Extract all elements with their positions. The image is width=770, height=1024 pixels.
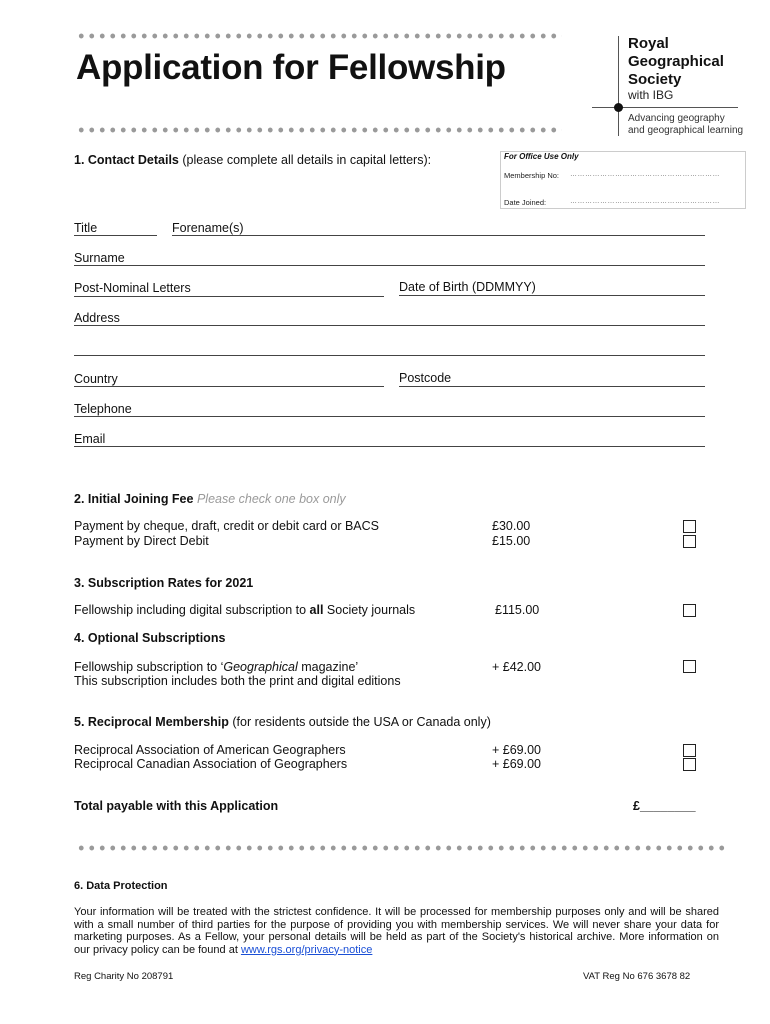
- optional-label-post: magazine’: [297, 660, 359, 674]
- joining-item-cheque: Payment by cheque, draft, credit or debit card or BACS: [74, 519, 380, 533]
- logo-with-ibg: with IBG: [628, 88, 674, 102]
- surname-field[interactable]: [74, 265, 705, 266]
- membership-no-label: Membership No:: [504, 171, 560, 180]
- joining-price-cheque: £30.00: [492, 519, 531, 533]
- top-dotted-rule: [76, 33, 562, 39]
- optional-label-pre: Fellowship subscription to ‘: [74, 660, 224, 674]
- bottom-dotted-rule: [76, 845, 726, 851]
- total-label: [74, 799, 278, 813]
- page-title: Application for Fellowship: [76, 48, 506, 87]
- optional-item: [74, 660, 358, 675]
- address-field-line-2[interactable]: [74, 355, 705, 356]
- logo-vertical-line: [618, 36, 619, 136]
- reciprocal-heading-bold: 5. Reciprocal Membership: [74, 715, 229, 729]
- postnominal-label: Post-Nominal Letters: [74, 281, 191, 295]
- joining-note: Please check one box only: [196, 492, 346, 506]
- data-protection-text: [74, 906, 719, 956]
- subscription-label-post: Society journals: [323, 603, 416, 617]
- vat-number: VAT Reg No 676 3678 82: [583, 971, 691, 982]
- reciprocal-note: (for residents outside the USA or Canada only): [228, 715, 491, 729]
- logo: [628, 35, 724, 89]
- optional-sub-note: This subscription includes both the print and digital editions: [74, 674, 401, 688]
- checkbox-reciprocal-canadian[interactable]: [683, 758, 696, 771]
- reciprocal-item-american: Reciprocal Association of American Geographers: [74, 743, 346, 757]
- country-label: Country: [74, 372, 118, 386]
- subscription-label-bold: all: [309, 603, 324, 617]
- optional-heading-bold: 4. Optional Subscriptions: [74, 631, 226, 645]
- optional-price: + £42.00: [492, 660, 542, 674]
- total-value-field[interactable]: [633, 799, 696, 813]
- postcode-field[interactable]: [399, 386, 705, 387]
- data-protection-body: Your information will be treated with the strictest confidence. It will be processed for membership purposes only and will be shared with a small number of third parties for the purpose of providing you with membership services. We will never share your data for marketing purposes. As a Fellow, your personal details will be held as part of the Society's historical archive. More information on our privacy policy can be found at: [74, 906, 719, 956]
- data-protection-heading: 6. Data Protection: [74, 880, 168, 892]
- office-title: For Office Use Only: [504, 152, 579, 161]
- forenames-field[interactable]: [172, 235, 705, 236]
- subscription-item: [74, 603, 415, 618]
- telephone-field[interactable]: [74, 416, 705, 417]
- reciprocal-item-canadian: Reciprocal Canadian Association of Geographers: [74, 757, 348, 771]
- telephone-label: Telephone: [74, 402, 132, 416]
- date-joined-label: Date Joined:: [504, 198, 547, 207]
- date-joined-blank: ……………………………………………………: [570, 198, 720, 205]
- postnominal-field[interactable]: [74, 296, 384, 297]
- total-label-bold: Total payable with this Application: [74, 799, 279, 813]
- logo-line-1: Royal: [628, 35, 669, 52]
- subscription-price: £115.00: [495, 603, 540, 617]
- reciprocal-price-canadian: + £69.00: [492, 757, 542, 771]
- checkbox-subscription[interactable]: [683, 604, 696, 617]
- logo-line-2: Geographical: [628, 53, 724, 70]
- privacy-notice-link[interactable]: www.rgs.org/privacy-notice: [240, 943, 373, 956]
- joining-price-direct-debit: £15.00: [492, 534, 531, 548]
- checkbox-reciprocal-american[interactable]: [683, 744, 696, 757]
- tagline-line-2: and geographical learning: [628, 125, 744, 136]
- subscription-label-pre: Fellowship including digital subscription to: [74, 603, 310, 617]
- reciprocal-heading: [74, 715, 491, 729]
- tagline-line-1: Advancing geography: [628, 113, 725, 124]
- total-value: £________: [633, 799, 696, 813]
- address-field-line-1[interactable]: [74, 325, 705, 326]
- title-field[interactable]: [74, 235, 157, 236]
- membership-no-blank: ……………………………………………………: [570, 171, 720, 178]
- email-field[interactable]: [74, 446, 705, 447]
- dob-label: Date of Birth (DDMMYY): [399, 280, 536, 294]
- joining-item-direct-debit: Payment by Direct Debit: [74, 534, 209, 548]
- contact-heading: [74, 153, 431, 167]
- checkbox-joining-cheque[interactable]: [683, 520, 696, 533]
- email-label: Email: [74, 432, 106, 446]
- logo-dot: [614, 103, 623, 112]
- optional-label-italic: Geographical: [223, 660, 298, 674]
- title-label: Title: [74, 221, 98, 235]
- optional-heading: [74, 631, 225, 645]
- forenames-label: Forename(s): [172, 221, 244, 235]
- reciprocal-price-american: + £69.00: [492, 743, 542, 757]
- contact-note: (please complete all details in capital letters):: [178, 153, 432, 167]
- checkbox-optional-magazine[interactable]: [683, 660, 696, 673]
- country-field[interactable]: [74, 386, 384, 387]
- subscription-heading: [74, 576, 253, 590]
- joining-heading-bold: 2. Initial Joining Fee: [74, 492, 194, 506]
- logo-tagline: [628, 113, 743, 137]
- subscription-heading-bold: 3. Subscription Rates for 2021: [74, 576, 254, 590]
- address-label: Address: [74, 311, 120, 325]
- logo-line-3: Society: [628, 71, 682, 88]
- postcode-label: Postcode: [399, 371, 452, 385]
- joining-heading: [74, 492, 346, 506]
- title-dotted-rule: [76, 127, 562, 133]
- surname-label: Surname: [74, 251, 125, 265]
- contact-heading-bold: 1. Contact Details: [74, 153, 179, 167]
- checkbox-joining-direct-debit[interactable]: [683, 535, 696, 548]
- charity-number: Reg Charity No 208791: [74, 971, 174, 982]
- dob-field[interactable]: [399, 295, 705, 296]
